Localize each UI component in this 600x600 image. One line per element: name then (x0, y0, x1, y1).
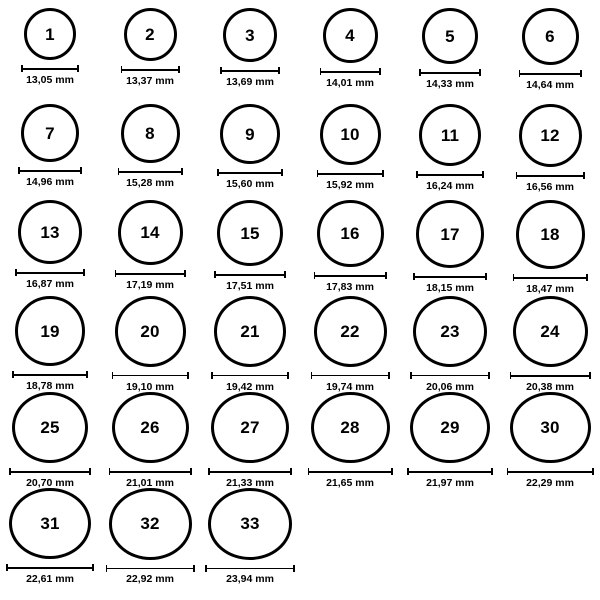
measure-line (109, 471, 192, 473)
diameter-value: 16,56 mm (526, 181, 574, 193)
diameter-measure-bar (18, 167, 82, 174)
ring-size-cell[interactable] (0, 488, 100, 584)
ring-size-cell[interactable] (200, 488, 300, 584)
diameter-value: 18,47 mm (526, 283, 574, 295)
diameter-measure-bar (308, 468, 393, 474)
ring-circle (211, 392, 289, 463)
diameter-measure-bar (6, 564, 94, 570)
diameter-measure-bar (416, 171, 484, 178)
diameter-measure-bar (9, 468, 91, 475)
diameter-measure-bar (410, 372, 490, 379)
ring-size-label: 14 (140, 223, 160, 242)
diameter-measure-bar (118, 168, 183, 175)
ring-circle (416, 200, 484, 268)
ring-circle (124, 8, 177, 61)
ring-circle (208, 488, 292, 560)
diameter-value: 21,33 mm (226, 476, 274, 489)
ring-size-label: 13 (40, 222, 60, 242)
diameter-measure-bar (121, 66, 180, 73)
ring-circle (15, 296, 85, 366)
ring-circle (516, 200, 585, 269)
diameter-measure-bar (311, 372, 390, 379)
diameter-value: 19,42 mm (226, 380, 274, 393)
ring-size-label: 1 (45, 24, 55, 44)
diameter-measure-bar (320, 68, 381, 75)
measure-line (507, 471, 594, 473)
ring-size-cell[interactable] (300, 104, 400, 200)
diameter-value: 17,83 mm (326, 281, 374, 293)
ring-size-label: 25 (40, 418, 60, 437)
ring-size-label: 27 (240, 418, 260, 438)
ring-size-cell[interactable] (400, 104, 500, 200)
diameter-value: 19,74 mm (326, 380, 374, 393)
diameter-measure-bar (516, 172, 585, 179)
ring-circle (314, 296, 387, 367)
ring-size-cell[interactable] (500, 104, 600, 200)
measure-line (317, 173, 384, 175)
diameter-value: 21,01 mm (126, 476, 174, 489)
diameter-value: 14,64 mm (526, 79, 574, 91)
ring-size-cell[interactable] (0, 8, 100, 104)
diameter-measure-bar (208, 468, 292, 474)
measure-line (214, 274, 286, 276)
diameter-measure-bar (12, 371, 88, 378)
ring-size-label: 23 (440, 321, 460, 341)
ring-size-label: 28 (340, 418, 360, 438)
ring-size-label: 5 (445, 26, 455, 46)
ring-size-label: 32 (140, 514, 160, 534)
ring-size-label: 18 (540, 225, 560, 244)
diameter-value: 17,51 mm (226, 280, 274, 292)
measure-line (15, 272, 85, 274)
measure-line (308, 471, 393, 473)
diameter-value: 15,60 mm (226, 178, 274, 190)
ring-circle (18, 200, 82, 264)
ring-circle (21, 104, 79, 162)
diameter-value: 14,01 mm (326, 77, 374, 89)
ring-size-cell[interactable] (100, 296, 200, 392)
ring-size-cell[interactable] (100, 392, 200, 488)
measure-line (519, 73, 582, 75)
ring-circle (519, 104, 582, 167)
ring-size-cell[interactable] (100, 8, 200, 104)
diameter-measure-bar (211, 372, 289, 379)
diameter-value: 13,05 mm (26, 74, 74, 86)
diameter-measure-bar (413, 273, 487, 280)
ring-size-label: 15 (240, 223, 260, 243)
measure-line (112, 375, 189, 377)
ring-size-cell[interactable] (200, 104, 300, 200)
diameter-measure-bar (21, 65, 79, 72)
diameter-measure-bar (519, 70, 582, 77)
measure-line (21, 68, 79, 70)
diameter-measure-bar (217, 169, 283, 176)
diameter-value: 17,19 mm (126, 279, 174, 291)
diameter-measure-bar (507, 468, 594, 474)
diameter-value: 16,24 mm (426, 180, 474, 192)
diameter-value: 15,92 mm (326, 179, 374, 191)
ring-circle (317, 200, 384, 267)
ring-size-cell[interactable] (500, 392, 600, 488)
diameter-measure-bar (205, 565, 295, 571)
ring-circle (121, 104, 180, 163)
ring-size-label: 30 (540, 418, 560, 438)
ring-size-cell[interactable] (300, 296, 400, 392)
ring-circle (522, 8, 579, 65)
ring-circle (24, 8, 76, 60)
diameter-value: 20,06 mm (426, 380, 474, 393)
ring-circle (112, 392, 189, 463)
measure-line (205, 568, 295, 570)
diameter-measure-bar (106, 565, 195, 571)
ring-size-cell[interactable] (0, 392, 100, 488)
ring-size-cell[interactable] (400, 392, 500, 488)
ring-size-cell[interactable] (300, 392, 400, 488)
ring-circle (217, 200, 283, 266)
measure-line (407, 471, 493, 473)
diameter-measure-bar (314, 272, 387, 279)
ring-circle (419, 104, 481, 166)
ring-size-label: 3 (245, 25, 255, 45)
ring-circle (115, 296, 186, 367)
ring-size-label: 20 (140, 321, 160, 341)
ring-circle (410, 392, 490, 463)
measure-line (516, 175, 585, 177)
ring-size-label: 4 (345, 26, 355, 45)
ring-size-cell[interactable] (500, 8, 600, 104)
diameter-measure-bar (220, 67, 280, 74)
measure-line (9, 471, 91, 473)
ring-circle (513, 296, 588, 367)
diameter-measure-bar (15, 269, 85, 276)
diameter-measure-bar (419, 69, 481, 76)
measure-line (413, 276, 487, 278)
diameter-value: 22,61 mm (26, 572, 74, 585)
diameter-value: 20,70 mm (26, 476, 74, 489)
diameter-value: 22,92 mm (126, 572, 174, 585)
diameter-value: 19,10 mm (126, 380, 174, 393)
ring-size-label: 22 (340, 321, 360, 341)
measure-line (18, 170, 82, 172)
ring-size-cell[interactable] (200, 392, 300, 488)
diameter-value: 23,94 mm (226, 572, 274, 585)
ring-size-label: 31 (40, 514, 60, 534)
diameter-value: 15,28 mm (126, 177, 174, 189)
measure-line (311, 375, 390, 377)
measure-line (208, 471, 292, 473)
ring-size-cell[interactable] (300, 200, 400, 296)
ring-circle (510, 392, 591, 463)
diameter-value: 18,78 mm (26, 380, 74, 392)
measure-line (12, 374, 88, 376)
measure-line (217, 172, 283, 174)
ring-size-cell[interactable] (300, 8, 400, 104)
measure-line (118, 171, 183, 173)
diameter-measure-bar (317, 170, 384, 177)
diameter-value: 21,97 mm (426, 476, 474, 489)
ring-size-label: 6 (545, 27, 555, 46)
ring-circle (118, 200, 183, 265)
ring-size-label: 33 (240, 514, 260, 534)
diameter-value: 21,65 mm (326, 476, 374, 489)
ring-size-cell[interactable] (400, 8, 500, 104)
ring-circle (109, 488, 192, 560)
measure-line (211, 375, 289, 377)
measure-line (220, 70, 280, 72)
ring-circle (413, 296, 487, 367)
ring-size-cell[interactable] (100, 200, 200, 296)
diameter-value: 20,38 mm (526, 380, 574, 393)
ring-size-cell[interactable] (0, 296, 100, 392)
ring-size-label: 16 (340, 224, 360, 243)
diameter-value: 14,96 mm (26, 176, 74, 188)
ring-size-cell[interactable] (200, 296, 300, 392)
diameter-measure-bar (109, 468, 192, 474)
ring-circle (422, 8, 478, 64)
measure-line (121, 69, 180, 71)
ring-size-label: 29 (440, 418, 460, 438)
diameter-measure-bar (214, 271, 286, 278)
diameter-value: 13,69 mm (226, 76, 274, 88)
ring-size-cell[interactable] (500, 200, 600, 296)
ring-size-label: 9 (245, 124, 255, 144)
measure-line (314, 275, 387, 277)
diameter-measure-bar (112, 372, 189, 379)
ring-size-label: 10 (340, 125, 360, 144)
ring-circle (214, 296, 286, 367)
ring-size-cell[interactable] (0, 200, 100, 296)
ring-size-cell[interactable] (400, 200, 500, 296)
ring-circle (311, 392, 390, 463)
ring-size-label: 26 (140, 418, 160, 438)
measure-line (513, 277, 588, 279)
measure-line (320, 71, 381, 73)
ring-circle (320, 104, 381, 165)
ring-size-label: 19 (40, 321, 60, 341)
ring-circle (9, 488, 91, 559)
measure-line (510, 375, 591, 377)
ring-size-label: 11 (440, 125, 460, 145)
measure-line (6, 567, 94, 569)
ring-size-cell[interactable] (200, 8, 300, 104)
ring-size-label: 17 (440, 224, 460, 244)
ring-circle (220, 104, 280, 164)
measure-line (115, 273, 186, 275)
measure-line (106, 568, 195, 570)
measure-line (410, 375, 490, 377)
ring-circle (323, 8, 378, 63)
measure-line (416, 174, 484, 176)
ring-size-label: 21 (240, 321, 260, 341)
ring-size-label: 12 (540, 126, 560, 145)
diameter-value: 22,29 mm (526, 476, 574, 489)
diameter-value: 14,33 mm (426, 78, 474, 90)
ring-size-cell[interactable] (500, 296, 600, 392)
ring-size-cell[interactable] (200, 200, 300, 296)
ring-circle (12, 392, 88, 463)
diameter-value: 16,87 mm (26, 278, 74, 290)
ring-size-cell[interactable] (100, 104, 200, 200)
ring-size-label: 2 (145, 25, 155, 44)
diameter-value: 18,15 mm (426, 282, 474, 294)
diameter-value: 13,37 mm (126, 75, 174, 87)
diameter-measure-bar (513, 274, 588, 281)
ring-size-cell[interactable] (100, 488, 200, 584)
diameter-measure-bar (510, 372, 591, 379)
ring-size-cell[interactable] (0, 104, 100, 200)
ring-size-label: 7 (45, 123, 55, 143)
ring-size-label: 8 (145, 124, 155, 143)
ring-circle (223, 8, 277, 62)
ring-size-cell[interactable] (400, 296, 500, 392)
measure-line (419, 72, 481, 74)
diameter-measure-bar (407, 468, 493, 474)
ring-size-label: 24 (540, 321, 560, 341)
diameter-measure-bar (115, 270, 186, 277)
